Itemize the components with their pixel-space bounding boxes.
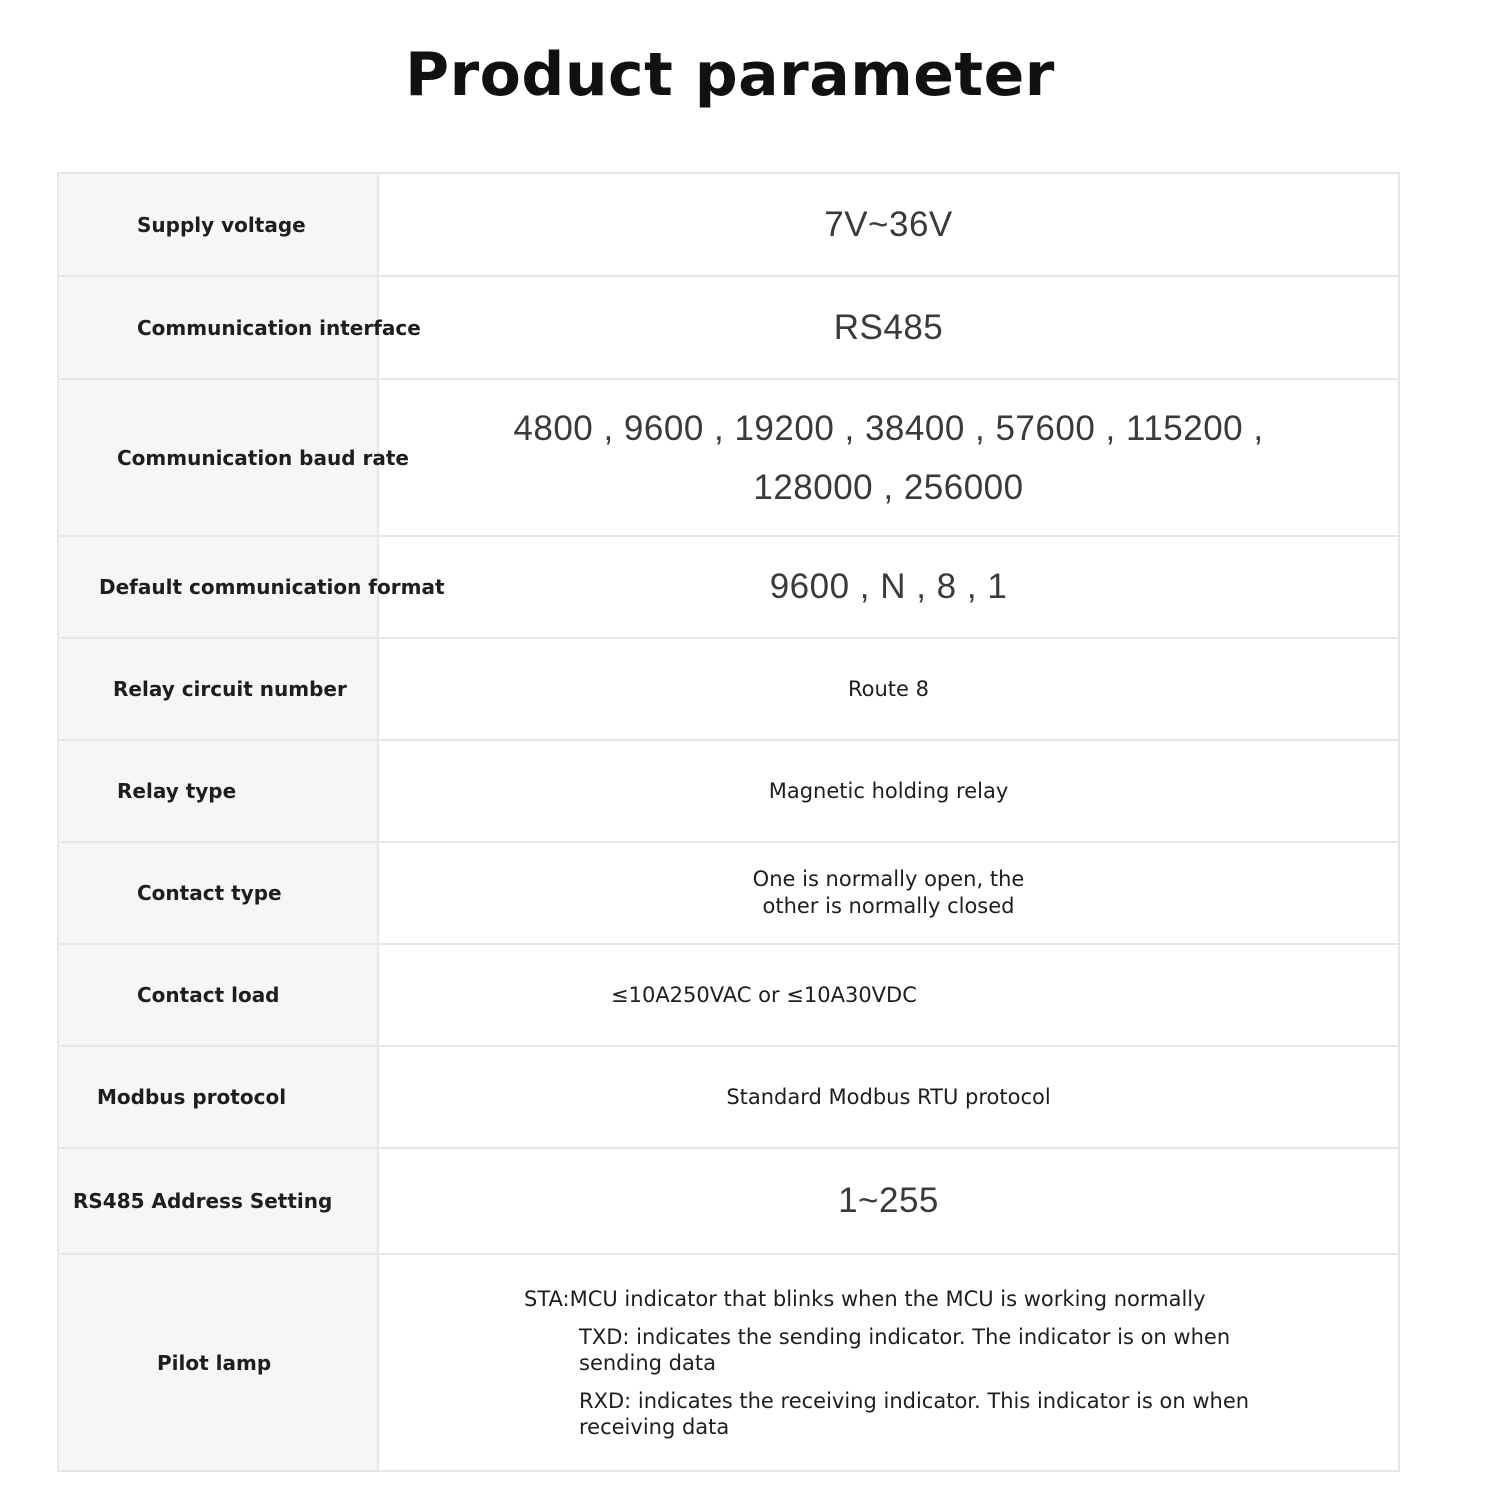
row-value: 1~255 [838, 1181, 939, 1220]
row-label: Contact load [59, 945, 379, 1045]
row-value: Magnetic holding relay [768, 779, 1009, 803]
value-line: 4800 , 9600 , 19200 , 38400 , 57600 , 115200 , [513, 408, 1264, 448]
row-label: Relay circuit number [59, 639, 379, 739]
pilot-rxd-line: RXD: indicates the receiving indicator. This indicator is on when receiving data [579, 1388, 1250, 1439]
row-value [379, 380, 1398, 535]
row-value: 9600 , N , 8 , 1 [769, 567, 1008, 606]
row-label: Communication interface [59, 277, 379, 378]
table-row [59, 1255, 1398, 1472]
table-row [59, 277, 1398, 380]
table-row [59, 639, 1398, 741]
row-label: RS485 Address Setting [59, 1149, 379, 1253]
table-row [59, 843, 1398, 945]
table-row [59, 741, 1398, 843]
row-value: 7V~36V [824, 204, 953, 244]
table-row [59, 1047, 1398, 1149]
row-value [379, 1255, 1398, 1470]
value-line: One is normally open, the [752, 867, 1025, 891]
row-label: Supply voltage [59, 174, 379, 275]
row-label: Communication baud rate [59, 380, 379, 535]
table-row [59, 380, 1398, 537]
row-value: RS485 [833, 307, 944, 347]
row-label: Contact type [59, 843, 379, 943]
pilot-txd-line: TXD: indicates the sending indicator. The indicator is on when sending data [579, 1324, 1231, 1375]
value-line: other is normally closed [762, 894, 1015, 918]
row-value: Standard Modbus RTU protocol [726, 1085, 1051, 1109]
row-value: ≤10A250VAC or ≤10A30VDC [611, 983, 917, 1007]
row-label: Default communication format [59, 537, 379, 637]
table-row [59, 945, 1398, 1047]
pilot-sta-line: STA:MCU indicator that blinks when the MCU is working normally [524, 1286, 1206, 1311]
table-row [59, 537, 1398, 639]
row-label: Modbus protocol [59, 1047, 379, 1147]
parameter-table [57, 172, 1400, 1472]
table-row [59, 1149, 1398, 1255]
row-label: Relay type [59, 741, 379, 841]
value-line: 128000 , 256000 [753, 467, 1024, 507]
table-row [59, 174, 1398, 277]
row-label: Pilot lamp [59, 1255, 379, 1470]
page-title: Product parameter [405, 40, 1055, 110]
row-value: Route 8 [848, 677, 929, 701]
row-value [379, 843, 1398, 943]
